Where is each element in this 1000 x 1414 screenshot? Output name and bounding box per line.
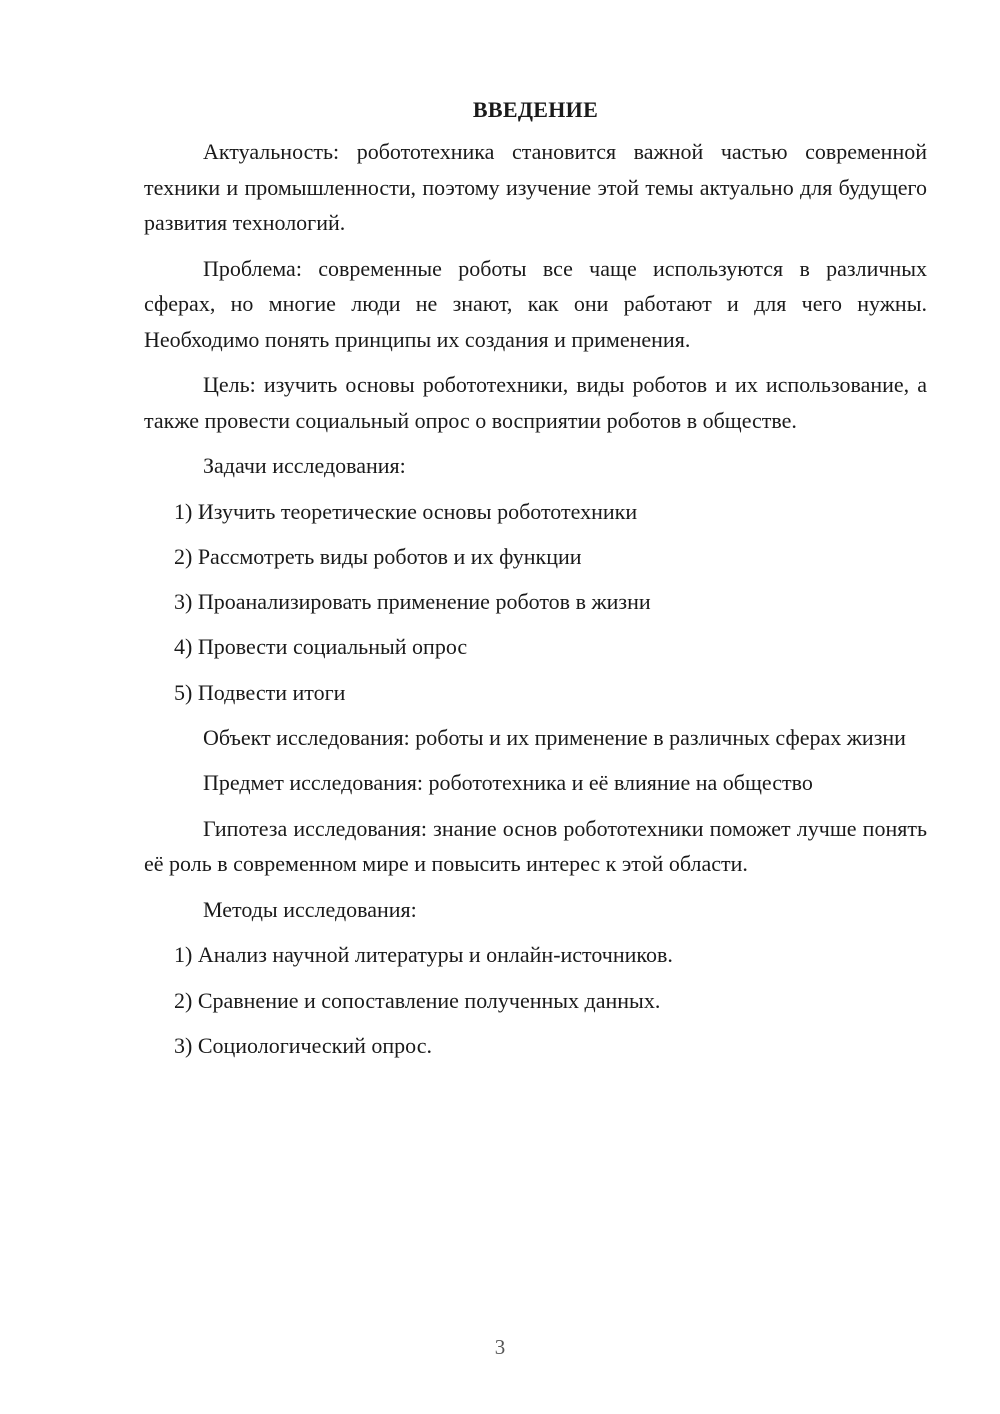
method-item: 3) Социологический опрос. xyxy=(174,1033,432,1059)
page-number: 3 xyxy=(494,1335,506,1359)
task-item: 3) Проанализировать применение роботов в жизни xyxy=(174,589,651,615)
hypothesis-paragraph: Гипотеза исследования: знание основ робототехники поможет лучше понять её роль в современном мире и повысить интерес к этой области. xyxy=(144,815,927,877)
section-title: ВВЕДЕНИЕ xyxy=(472,97,599,122)
method-item: 1) Анализ научной литературы и онлайн-источников. xyxy=(174,942,673,968)
object-paragraph: Объект исследования: роботы и их применение в различных сферах жизни xyxy=(203,724,906,750)
tasks-list xyxy=(144,494,927,711)
task-item: 4) Провести социальный опрос xyxy=(174,634,468,660)
method-item: 2) Сравнение и сопоставление полученных данных. xyxy=(174,987,661,1013)
goal-paragraph: Цель: изучить основы робототехники, виды роботов и их использование, а также провести социальный опрос о восприятии роботов в обществе. xyxy=(144,372,927,433)
document-page xyxy=(144,92,927,1073)
relevance-paragraph: Актуальность: робототехника становится важной частью современной техники и промышленности, поэтому изучение этой темы актуально для будущего развития технологий. xyxy=(144,139,927,235)
task-item: 2) Рассмотреть виды роботов и их функции xyxy=(174,543,582,569)
subject-paragraph: Предмет исследования: робототехника и её влияние на общество xyxy=(203,770,813,796)
task-item: 5) Подвести итоги xyxy=(174,679,346,705)
task-item: 1) Изучить теоретические основы робототехники xyxy=(174,498,638,524)
tasks-heading: Задачи исследования: xyxy=(203,453,406,478)
problem-paragraph: Проблема: современные роботы все чаще используются в различных сферах, но многие люди не знают, как они работают и для чего нужны. Необходимо понять принципы их создания и применения. xyxy=(144,255,927,352)
methods-list xyxy=(144,937,927,1063)
methods-heading: Методы исследования: xyxy=(203,896,417,922)
